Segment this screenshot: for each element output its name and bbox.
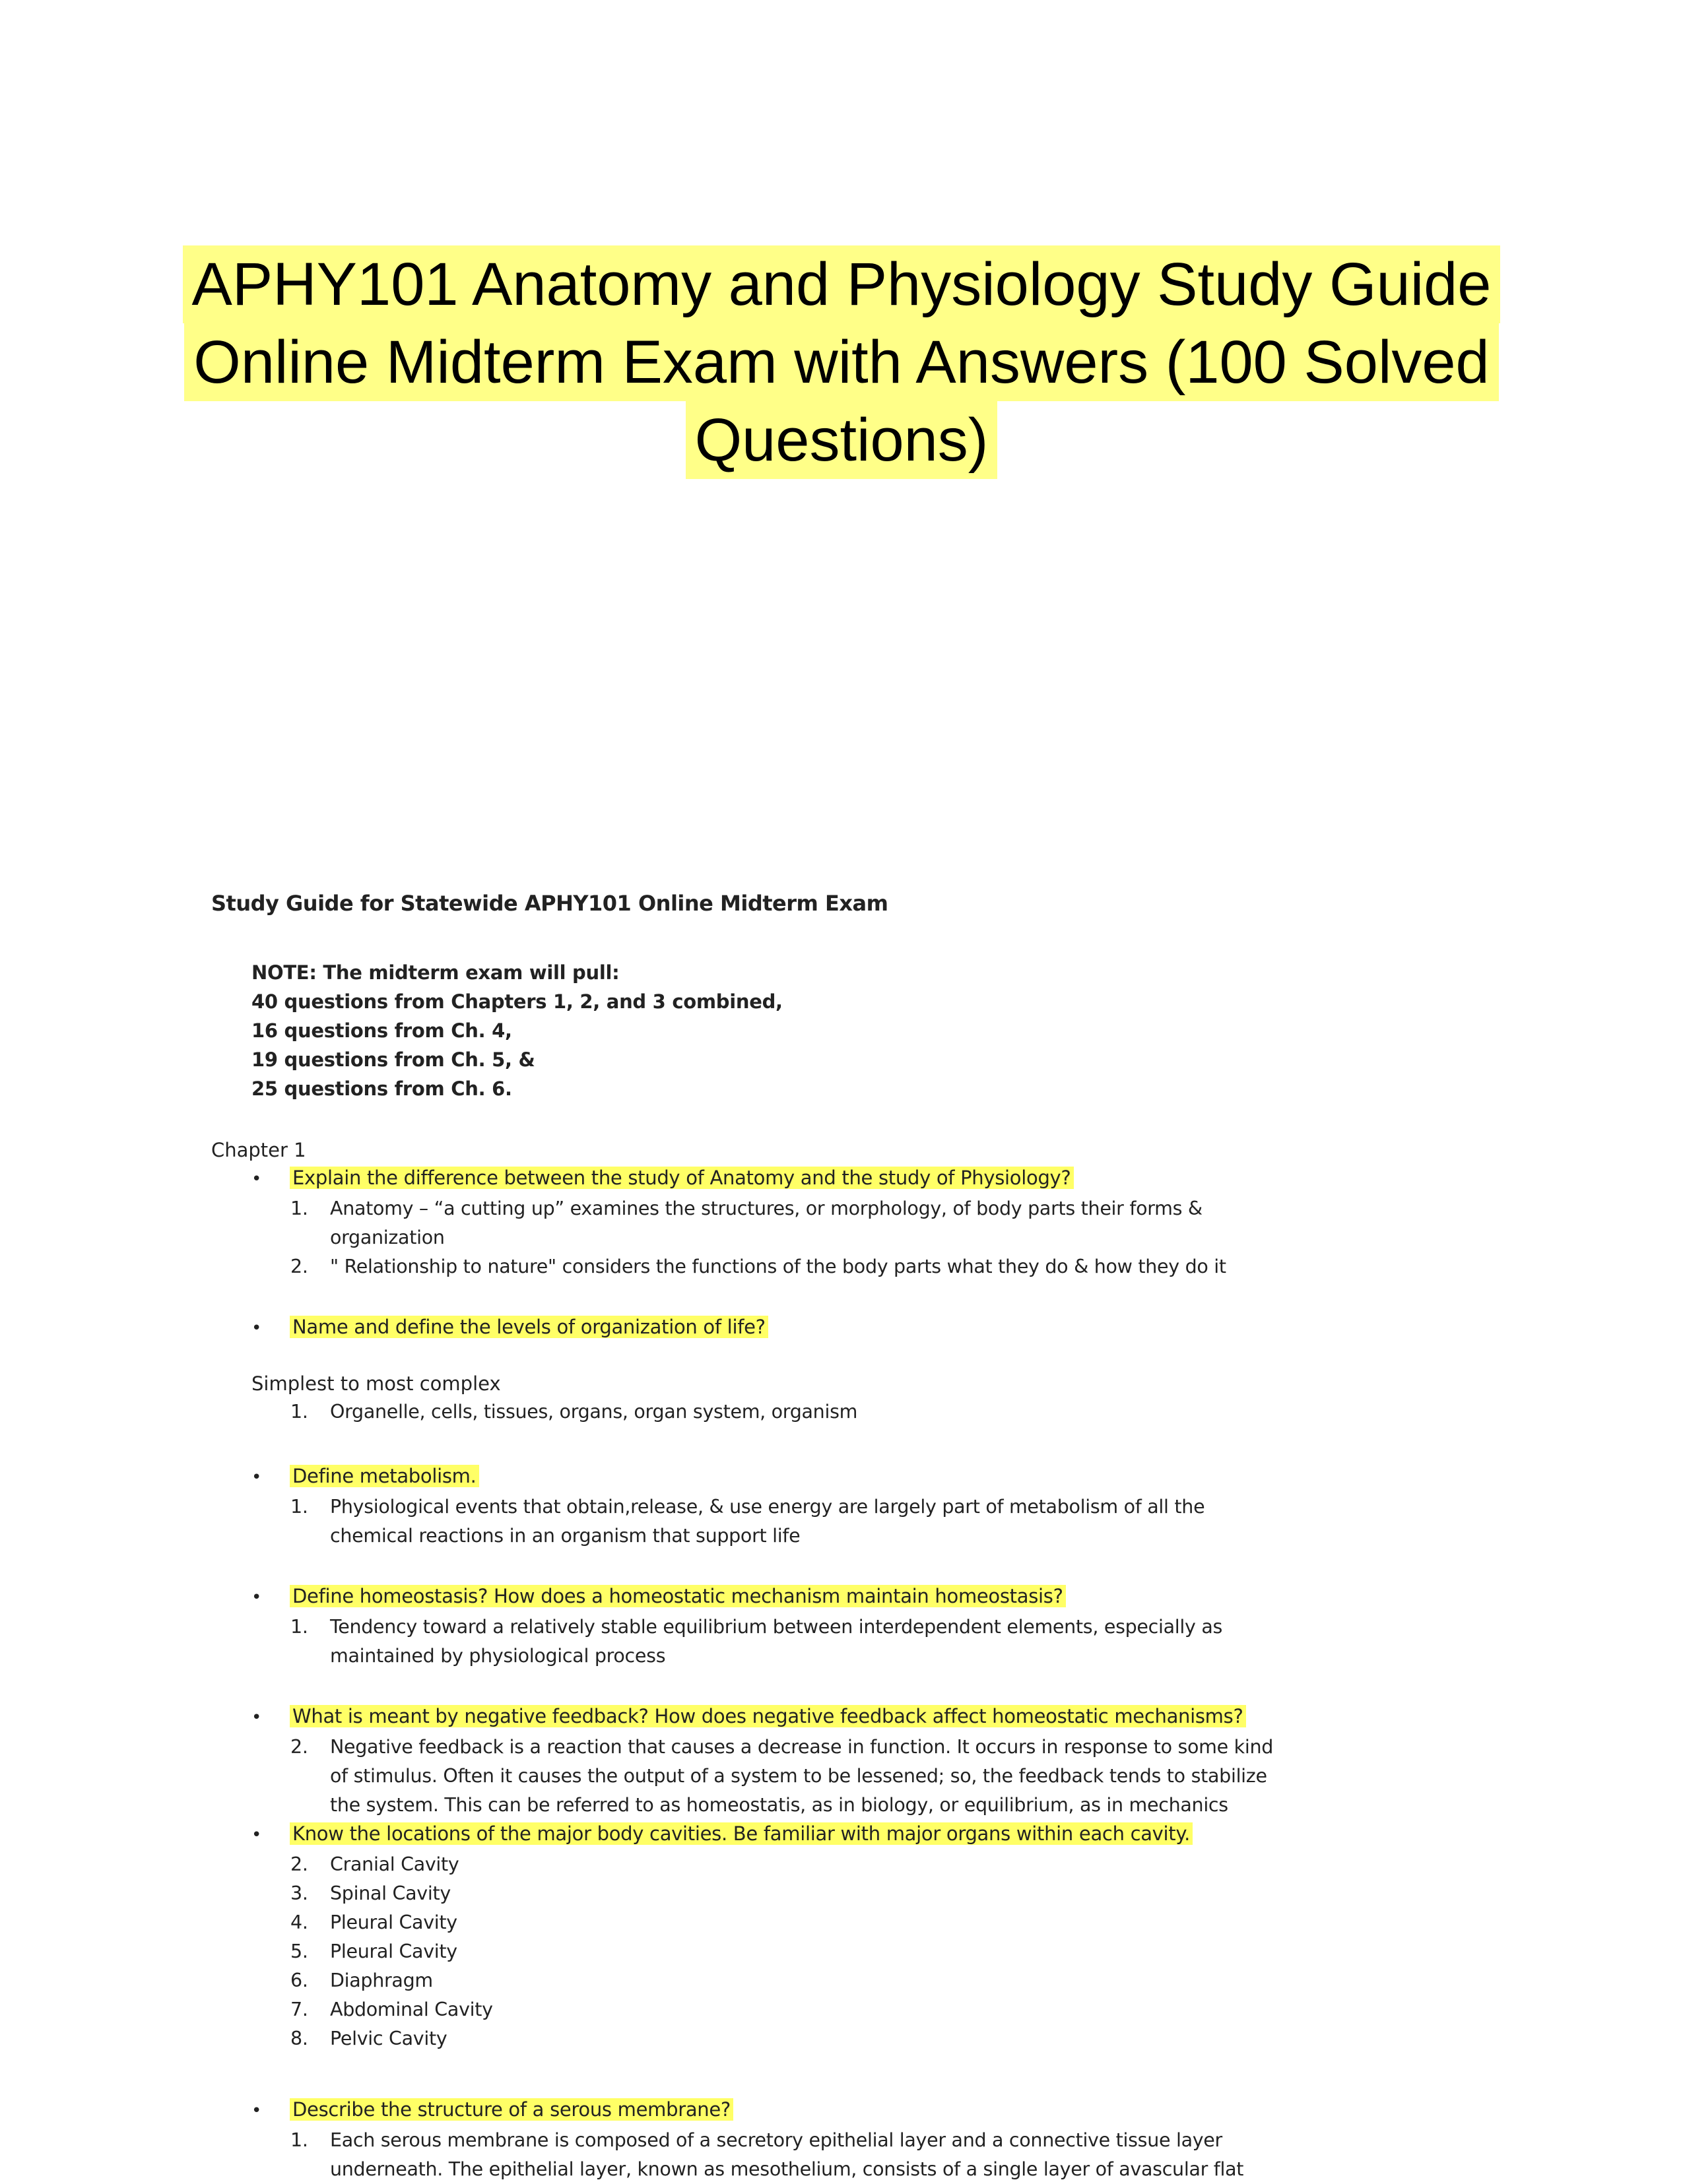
question-item bbox=[251, 1585, 1066, 1607]
answer-text-continued: the system. This can be referred to as homeostatis, as in biology, or equilibrium, as in mechanics bbox=[330, 1794, 1228, 1816]
answer-number: 5. bbox=[290, 1941, 308, 1962]
title-line-3: Questions) bbox=[686, 401, 998, 479]
answer-text: Anatomy – “a cutting up” examines the structures, or morphology, of body parts their forms & bbox=[330, 1198, 1203, 1219]
question-text: Know the locations of the major body cavities. Be familiar with major organs within each cavity. bbox=[290, 1822, 1193, 1845]
answer-number: 1. bbox=[290, 1616, 308, 1638]
note-line: 16 questions from Ch. 4, bbox=[251, 1019, 512, 1042]
answer-text: Physiological events that obtain,release, & use energy are largely part of metabolism of all the bbox=[330, 1496, 1205, 1518]
answer-number: 1. bbox=[290, 1401, 308, 1423]
answer-text: Abdominal Cavity bbox=[330, 1999, 493, 2020]
answer-intro: Simplest to most complex bbox=[251, 1372, 501, 1395]
question-text: What is meant by negative feedback? How does negative feedback affect homeostatic mechanisms? bbox=[290, 1705, 1246, 1727]
answer-number: 1. bbox=[290, 2129, 308, 2151]
answer-text: Pleural Cavity bbox=[330, 1911, 457, 1933]
answer-text: Each serous membrane is composed of a secretory epithelial layer and a connective tissue layer bbox=[330, 2129, 1222, 2151]
question-item bbox=[251, 1316, 768, 1338]
bullet-icon: • bbox=[251, 1318, 262, 1338]
question-text: Name and define the levels of organization of life? bbox=[290, 1316, 768, 1338]
answer-item bbox=[290, 1733, 1273, 1820]
bullet-icon: • bbox=[251, 1825, 262, 1845]
answer-number: 1. bbox=[290, 1198, 308, 1219]
answer-text-continued: organization bbox=[330, 1227, 445, 1248]
note-line: 19 questions from Ch. 5, & bbox=[251, 1048, 535, 1071]
question-text: Describe the structure of a serous membrane? bbox=[290, 2098, 733, 2121]
answer-number: 1. bbox=[290, 1496, 308, 1518]
note-line: 40 questions from Chapters 1, 2, and 3 combined, bbox=[251, 990, 783, 1013]
answer-number: 2. bbox=[290, 1736, 308, 1758]
answer-number: 7. bbox=[290, 1999, 308, 2020]
title-line-1: APHY101 Anatomy and Physiology Study Guide bbox=[183, 245, 1501, 323]
question-item bbox=[251, 1705, 1246, 1727]
title-line-2: Online Midterm Exam with Answers (100 Solved bbox=[184, 323, 1498, 401]
bullet-icon: • bbox=[251, 2101, 262, 2121]
answer-item bbox=[290, 1493, 1204, 1551]
question-item bbox=[251, 1465, 479, 1487]
answer-text: Organelle, cells, tissues, organs, organ system, organism bbox=[330, 1401, 858, 1423]
question-text: Define metabolism. bbox=[290, 1465, 479, 1487]
document-title bbox=[0, 245, 1683, 479]
answer-item bbox=[290, 2126, 1243, 2184]
bullet-icon: • bbox=[251, 1467, 262, 1487]
answer-item bbox=[290, 1397, 857, 1427]
question-item bbox=[251, 2098, 733, 2121]
study-guide-heading: Study Guide for Statewide APHY101 Online Midterm Exam bbox=[211, 891, 888, 916]
answer-text-continued: maintained by physiological process bbox=[330, 1645, 666, 1667]
answer-text: Pelvic Cavity bbox=[330, 2028, 447, 2049]
answer-text: Diaphragm bbox=[330, 1970, 433, 1991]
answer-text: Spinal Cavity bbox=[330, 1882, 451, 1904]
bullet-icon: • bbox=[251, 1588, 262, 1607]
answer-number: 4. bbox=[290, 1911, 308, 1933]
answer-number: 2. bbox=[290, 1853, 308, 1875]
answer-text: Cranial Cavity bbox=[330, 1853, 459, 1875]
answer-text-continued: underneath. The epithelial layer, known as mesothelium, consists of a single layer of avascular flat bbox=[330, 2158, 1244, 2180]
exam-note bbox=[251, 958, 783, 1103]
question-text: Explain the difference between the study of Anatomy and the study of Physiology? bbox=[290, 1167, 1074, 1189]
answer-number: 2. bbox=[290, 1256, 308, 1277]
answer-item bbox=[290, 1194, 1226, 1281]
question-item bbox=[251, 1822, 1193, 1845]
bullet-icon: • bbox=[251, 1169, 262, 1189]
answer-text: " Relationship to nature" considers the functions of the body parts what they do & how they do it bbox=[330, 1256, 1226, 1277]
chapter-label: Chapter 1 bbox=[211, 1139, 306, 1161]
note-line: 25 questions from Ch. 6. bbox=[251, 1077, 512, 1100]
answer-text-continued: chemical reactions in an organism that support life bbox=[330, 1525, 801, 1547]
answer-text: Negative feedback is a reaction that causes a decrease in function. It occurs in response to some kind bbox=[330, 1736, 1273, 1758]
answer-number: 6. bbox=[290, 1970, 308, 1991]
note-line: NOTE: The midterm exam will pull: bbox=[251, 961, 620, 984]
answer-number: 3. bbox=[290, 1882, 308, 1904]
question-item bbox=[251, 1167, 1074, 1189]
answer-list bbox=[290, 1850, 493, 2053]
answer-text: Pleural Cavity bbox=[330, 1941, 457, 1962]
bullet-icon: • bbox=[251, 1708, 262, 1727]
answer-number: 8. bbox=[290, 2028, 308, 2049]
answer-item bbox=[290, 1613, 1222, 1671]
answer-text: Tendency toward a relatively stable equilibrium between interdependent elements, especially as bbox=[330, 1616, 1223, 1638]
question-text: Define homeostasis? How does a homeostatic mechanism maintain homeostasis? bbox=[290, 1585, 1066, 1607]
answer-text-continued: of stimulus. Often it causes the output of a system to be lessened; so, the feedback tends to stabilize bbox=[330, 1765, 1267, 1787]
